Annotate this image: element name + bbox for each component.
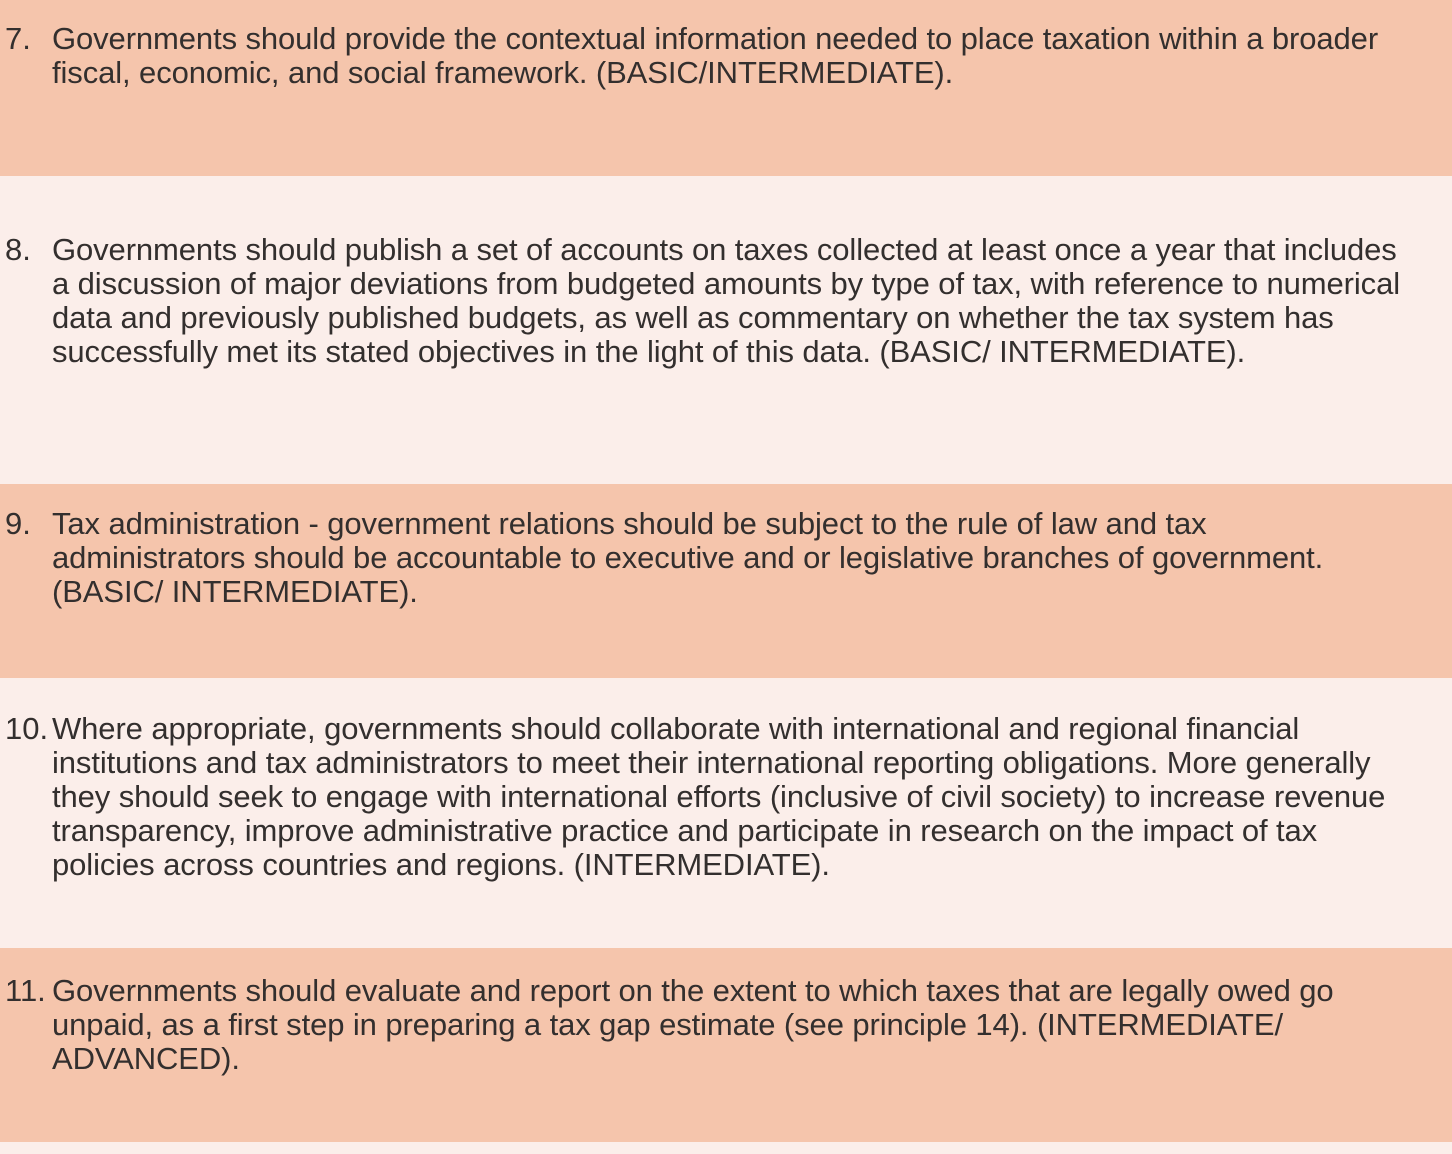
list-item [0,176,1452,484]
list-item-number: 11. [5,973,46,1008]
list-bottom-spacer [0,1142,1452,1154]
list-item [0,0,1452,176]
list-item [0,678,1452,948]
list-item-text: Governments should provide the contextual information needed to place taxation within a broader fiscal, economic, and social framework. (BASIC/INTERMEDIATE). [52,21,1379,90]
list-item-text: Where appropriate, governments should collaborate with international and regional financial institutions and tax administrators to meet their international reporting obligations. More generally they should seek to engage with international efforts (inclusive of civil society) to increase revenue transparency, improve administrative practice and participate in research on the impact of tax policies across countries and regions. (INTERMEDIATE). [52,711,1386,882]
list-item-number: 10. [5,711,49,746]
list-item-text: Tax administration - government relations should be subject to the rule of law and tax administrators should be accountable to executive and or legislative branches of government. (BASIC/ INTERMEDIATE). [52,506,1324,609]
list-item-text: Governments should publish a set of accounts on taxes collected at least once a year that includes a discussion of major deviations from budgeted amounts by type of tax, with reference to numerical data and previously published budgets, as well as commentary on whether the tax system has successfully met its stated objectives in the light of this data. (BASIC/ INTERMEDIATE). [52,232,1401,369]
list-item-number: 9. [5,506,31,541]
list-item-number: 8. [5,232,31,267]
list-item [0,484,1452,678]
list-item [0,948,1452,1142]
list-item-number: 7. [5,21,31,56]
list-item-text: Governments should evaluate and report on the extent to which taxes that are legally owed go unpaid, as a first step in preparing a tax gap estimate (see principle 14). (INTERMEDIATE/ ADVANCED). [52,973,1334,1076]
